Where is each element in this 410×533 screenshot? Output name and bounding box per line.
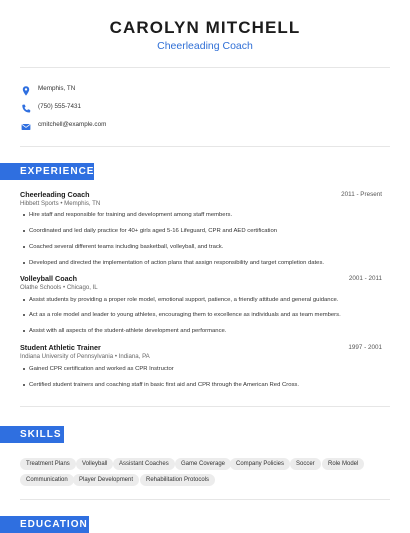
- employer-location: Chicago, IL: [66, 284, 98, 291]
- map-pin-icon: [20, 84, 32, 96]
- experience-heading: EXPERIENCE: [0, 163, 94, 180]
- list-item-text: Certified student trainers and coaching staff in basic first aid and CPR through the American Red Cross.: [29, 382, 300, 388]
- list-item-text: Coached several different teams including basketball, volleyball, and track.: [29, 244, 224, 250]
- separator: •: [114, 353, 119, 360]
- candidate-title: Cheerleading Coach: [157, 40, 253, 52]
- phone-icon: [20, 102, 32, 114]
- candidate-name: CAROLYN MITCHELL: [109, 18, 301, 37]
- skill-chip: Role Model: [322, 458, 364, 470]
- skills-heading: SKILLS: [0, 426, 64, 443]
- list-item-text: Act as a role model and leader to young athletes, encouraging them to excellence as individuals and as team members.: [29, 312, 341, 318]
- list-item-text: Hire staff and responsible for training and development among staff members.: [29, 212, 233, 218]
- divider: [20, 146, 390, 147]
- job-employer: [20, 200, 100, 207]
- job-dates: 1997 - 2001: [348, 344, 382, 351]
- skill-chip: Communication: [20, 474, 74, 486]
- separator: •: [60, 200, 65, 207]
- separator: •: [63, 284, 67, 291]
- list-item-text: Assist students by providing a proper role model, emotional support, patience, a friendly attitude and general guidance.: [29, 297, 339, 303]
- bullet-dot: [23, 299, 25, 301]
- email-text: cmitchell@example.com: [38, 121, 107, 128]
- job-dates: 2011 - Present: [341, 191, 382, 198]
- bullet-dot: [23, 368, 25, 370]
- skill-chip: Player Development: [73, 474, 139, 486]
- skill-chip: Volleyball: [76, 458, 113, 470]
- employer-location: Indiana, PA: [118, 353, 150, 360]
- skill-chip: Game Coverage: [175, 458, 231, 470]
- bullet-dot: [23, 230, 25, 232]
- bullet-dot: [23, 246, 25, 248]
- skill-chip: Rehabilitation Protocols: [140, 474, 215, 486]
- list-item-text: Developed and directed the implementation of action plans that assign responsibility and target completion dates.: [29, 260, 325, 266]
- list-item-text: Assist with all aspects of the student-athlete development and performance.: [29, 328, 227, 334]
- bullet-dot: [23, 384, 25, 386]
- divider: [20, 67, 390, 68]
- divider: [20, 406, 390, 407]
- skill-chip: Soccer: [290, 458, 321, 470]
- job-title: Volleyball Coach: [20, 274, 77, 283]
- bullet-dot: [23, 214, 25, 216]
- skill-chip: Assistant Coaches: [113, 458, 175, 470]
- employer-location: Memphis, TN: [64, 200, 101, 207]
- skill-chip: Treatment Plans: [20, 458, 76, 470]
- envelope-icon: [20, 120, 32, 132]
- job-title: Student Athletic Trainer: [20, 343, 101, 352]
- bullet-dot: [23, 314, 25, 316]
- list-item-text: Gained CPR certification and worked as CPR Instructor: [29, 366, 174, 372]
- bullet-dot: [23, 262, 25, 264]
- employer-name: Olathe Schools: [20, 284, 62, 291]
- job-employer: [20, 284, 98, 291]
- employer-name: Indiana University of Pennsylvania: [20, 353, 114, 360]
- phone-text: (750) 555-7431: [38, 103, 82, 110]
- employer-name: Hibbett Sports: [20, 200, 59, 207]
- location-text: Memphis, TN: [38, 85, 76, 92]
- job-title: Cheerleading Coach: [20, 190, 90, 199]
- skill-chip: Company Policies: [230, 458, 290, 470]
- education-heading: EDUCATION: [0, 516, 89, 533]
- divider: [20, 499, 390, 500]
- list-item-text: Coordinated and led daily practice for 40+ girls aged 5-16 Lifeguard, CPR and AED certification: [29, 228, 278, 234]
- job-employer: [20, 353, 150, 360]
- bullet-dot: [23, 330, 25, 332]
- job-dates: 2001 - 2011: [348, 275, 382, 282]
